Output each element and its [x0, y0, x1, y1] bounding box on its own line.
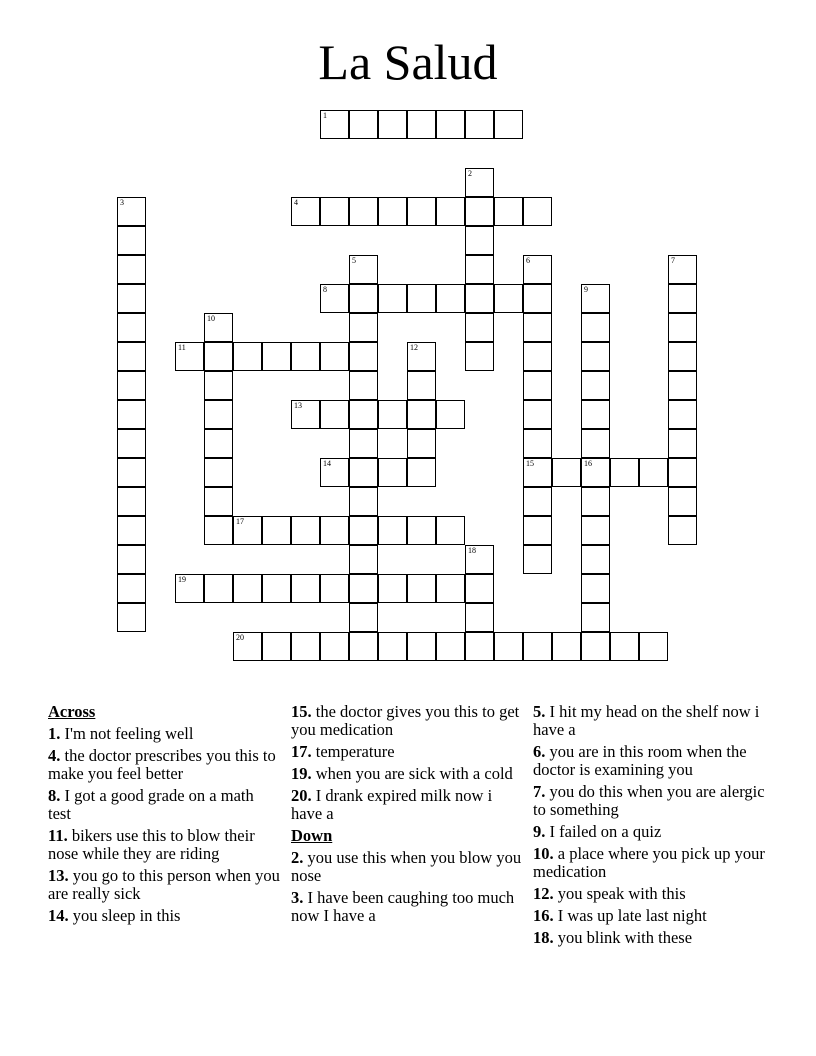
- grid-cell[interactable]: [204, 458, 233, 487]
- grid-cell[interactable]: [117, 255, 146, 284]
- cell-number: 18: [468, 546, 476, 555]
- grid-cell[interactable]: [523, 545, 552, 574]
- grid-cell[interactable]: [494, 284, 523, 313]
- grid-cell[interactable]: [581, 371, 610, 400]
- grid-cell[interactable]: [436, 197, 465, 226]
- grid-cell[interactable]: [668, 284, 697, 313]
- grid-cell[interactable]: [407, 197, 436, 226]
- grid-cell[interactable]: [436, 632, 465, 661]
- grid-cell[interactable]: [320, 516, 349, 545]
- grid-cell[interactable]: [436, 574, 465, 603]
- clue-down-12: 12. you speak with this: [533, 884, 686, 903]
- cell-number: 3: [120, 198, 124, 207]
- grid-cell[interactable]: [117, 226, 146, 255]
- grid-cell[interactable]: [523, 400, 552, 429]
- cell-number: 16: [584, 459, 592, 468]
- cell-number: 12: [410, 343, 418, 352]
- grid-cell[interactable]: [465, 313, 494, 342]
- grid-cell[interactable]: [320, 110, 349, 139]
- clue-down-9: 9. I failed on a quiz: [533, 822, 662, 841]
- grid-cell[interactable]: [668, 429, 697, 458]
- grid-cell[interactable]: [407, 371, 436, 400]
- grid-cell[interactable]: [262, 516, 291, 545]
- grid-cell[interactable]: [320, 342, 349, 371]
- grid-cell[interactable]: [581, 342, 610, 371]
- grid-cell[interactable]: [494, 110, 523, 139]
- grid-cell[interactable]: [465, 574, 494, 603]
- grid-cell[interactable]: [233, 516, 262, 545]
- grid-cell[interactable]: [349, 574, 378, 603]
- grid-cell[interactable]: [233, 342, 262, 371]
- cell-number: 2: [468, 169, 472, 178]
- grid-cell[interactable]: [407, 342, 436, 371]
- clue-across-14: 14. you sleep in this: [48, 906, 181, 925]
- grid-cell[interactable]: [320, 284, 349, 313]
- grid-cell[interactable]: [436, 516, 465, 545]
- grid-cell[interactable]: [407, 574, 436, 603]
- grid-cell[interactable]: [349, 255, 378, 284]
- grid-cell[interactable]: [581, 603, 610, 632]
- grid-cell[interactable]: [117, 574, 146, 603]
- grid-cell[interactable]: [320, 458, 349, 487]
- grid-cell[interactable]: [552, 632, 581, 661]
- grid-cell[interactable]: [204, 516, 233, 545]
- cell-number: 17: [236, 517, 244, 526]
- grid-cell[interactable]: [639, 458, 668, 487]
- grid-cell[interactable]: [320, 197, 349, 226]
- grid-cell[interactable]: [291, 516, 320, 545]
- cell-number: 6: [526, 256, 530, 265]
- grid-cell[interactable]: [378, 516, 407, 545]
- clue-across-19: 19. when you are sick with a cold: [291, 764, 513, 783]
- grid-cell[interactable]: [436, 110, 465, 139]
- grid-cell[interactable]: [233, 574, 262, 603]
- clue-down-5: 5. I hit my head on the shelf now i have a: [533, 702, 760, 739]
- grid-cell[interactable]: [349, 197, 378, 226]
- grid-cell[interactable]: [117, 429, 146, 458]
- grid-cell[interactable]: [175, 342, 204, 371]
- grid-cell[interactable]: [262, 574, 291, 603]
- grid-cell[interactable]: [349, 429, 378, 458]
- grid-cell[interactable]: [668, 516, 697, 545]
- grid-cell[interactable]: [349, 110, 378, 139]
- clue-across-11: 11. bikers use this to blow their nose while they are riding: [48, 826, 255, 863]
- across-heading: Across: [48, 702, 96, 721]
- grid-cell[interactable]: [465, 342, 494, 371]
- grid-cell[interactable]: [349, 516, 378, 545]
- grid-cell[interactable]: [668, 371, 697, 400]
- grid-cell[interactable]: [349, 545, 378, 574]
- grid-cell[interactable]: [407, 458, 436, 487]
- grid-cell[interactable]: [117, 516, 146, 545]
- grid-cell[interactable]: [465, 110, 494, 139]
- grid-cell[interactable]: [204, 429, 233, 458]
- grid-cell[interactable]: [378, 574, 407, 603]
- grid-cell[interactable]: [349, 313, 378, 342]
- grid-cell[interactable]: [523, 371, 552, 400]
- grid-cell[interactable]: [233, 632, 262, 661]
- grid-cell[interactable]: [581, 574, 610, 603]
- grid-cell[interactable]: [668, 458, 697, 487]
- clue-down-7: 7. you do this when you are alergic to something: [533, 782, 765, 819]
- grid-cell[interactable]: [581, 458, 610, 487]
- grid-cell[interactable]: [117, 313, 146, 342]
- cell-number: 4: [294, 198, 298, 207]
- clue-column-2: [291, 703, 523, 929]
- grid-cell[interactable]: [378, 284, 407, 313]
- clue-across-1: 1. I'm not feeling well: [48, 724, 194, 743]
- grid-cell[interactable]: [523, 284, 552, 313]
- clue-across-13: 13. you go to this person when you are really sick: [48, 866, 280, 903]
- cell-number: 10: [207, 314, 215, 323]
- page-title: La Salud: [318, 34, 498, 90]
- grid-cell[interactable]: [349, 632, 378, 661]
- grid-cell[interactable]: [465, 197, 494, 226]
- grid-cell[interactable]: [436, 284, 465, 313]
- clue-down-16: 16. I was up late last night: [533, 906, 707, 925]
- clue-column-1: [48, 703, 280, 929]
- grid-cell[interactable]: [523, 516, 552, 545]
- grid-cell[interactable]: [465, 545, 494, 574]
- cell-number: 8: [323, 285, 327, 294]
- grid-cell[interactable]: [117, 487, 146, 516]
- grid-cell[interactable]: [349, 371, 378, 400]
- grid-cell[interactable]: [407, 110, 436, 139]
- grid-cell[interactable]: [378, 400, 407, 429]
- down-heading: Down: [291, 826, 333, 845]
- cell-number: 1: [323, 111, 327, 120]
- grid-cell[interactable]: [523, 632, 552, 661]
- grid-cell[interactable]: [291, 197, 320, 226]
- cell-number: 7: [671, 256, 675, 265]
- grid-cell[interactable]: [610, 458, 639, 487]
- grid-cell[interactable]: [610, 632, 639, 661]
- grid-cell[interactable]: [581, 487, 610, 516]
- grid-cell[interactable]: [291, 574, 320, 603]
- grid-cell[interactable]: [320, 400, 349, 429]
- grid-cell[interactable]: [378, 458, 407, 487]
- clue-down-2: 2. you use this when you blow you nose: [291, 848, 522, 885]
- grid-cell[interactable]: [639, 632, 668, 661]
- cell-number: 5: [352, 256, 356, 265]
- cell-number: 9: [584, 285, 588, 294]
- grid-cell[interactable]: [523, 487, 552, 516]
- cell-number: 15: [526, 459, 534, 468]
- grid-cell[interactable]: [581, 545, 610, 574]
- clue-across-20: 20. I drank expired milk now i have a: [291, 786, 493, 823]
- grid-cell[interactable]: [407, 284, 436, 313]
- grid-cell[interactable]: [581, 284, 610, 313]
- cell-number: 20: [236, 633, 244, 642]
- grid-cell[interactable]: [204, 313, 233, 342]
- grid-cell[interactable]: [523, 342, 552, 371]
- grid-cell[interactable]: [117, 371, 146, 400]
- grid-cell[interactable]: [407, 400, 436, 429]
- clue-column-3: [533, 703, 773, 951]
- grid-cell[interactable]: [581, 516, 610, 545]
- grid-cell[interactable]: [204, 371, 233, 400]
- clue-down-3: 3. I have been caughing too much now I have a: [291, 888, 515, 925]
- grid-cell[interactable]: [552, 458, 581, 487]
- grid-cell[interactable]: [523, 429, 552, 458]
- grid-cell[interactable]: [204, 400, 233, 429]
- clue-across-8: 8. I got a good grade on a math test: [48, 786, 254, 823]
- grid-cell[interactable]: [117, 458, 146, 487]
- grid-cell[interactable]: [349, 487, 378, 516]
- grid-cell[interactable]: [465, 603, 494, 632]
- cell-number: 19: [178, 575, 186, 584]
- grid-cell[interactable]: [378, 110, 407, 139]
- grid-cell[interactable]: [320, 574, 349, 603]
- grid-cell[interactable]: [291, 632, 320, 661]
- grid-cell[interactable]: [204, 574, 233, 603]
- grid-cell[interactable]: [668, 255, 697, 284]
- grid-cell[interactable]: [117, 284, 146, 313]
- grid-cell[interactable]: [436, 400, 465, 429]
- clue-across-15: 15. the doctor gives you this to get you medication: [291, 702, 520, 739]
- clue-down-18: 18. you blink with these: [533, 928, 693, 947]
- grid-cell[interactable]: [117, 400, 146, 429]
- clue-across-17: 17. temperature: [291, 742, 395, 761]
- cell-number: 14: [323, 459, 331, 468]
- grid-cell[interactable]: [262, 342, 291, 371]
- grid-cell[interactable]: [668, 487, 697, 516]
- grid-cell[interactable]: [349, 284, 378, 313]
- grid-cell[interactable]: [117, 342, 146, 371]
- grid-cell[interactable]: [291, 400, 320, 429]
- grid-cell[interactable]: [407, 429, 436, 458]
- grid-cell[interactable]: [349, 603, 378, 632]
- grid-cell[interactable]: [494, 197, 523, 226]
- grid-cell[interactable]: [117, 603, 146, 632]
- grid-cell[interactable]: [349, 342, 378, 371]
- clue-down-10: 10. a place where you pick up your medication: [533, 844, 765, 881]
- cell-number: 11: [178, 343, 186, 352]
- grid-cell[interactable]: [407, 632, 436, 661]
- grid-cell[interactable]: [465, 255, 494, 284]
- grid-cell[interactable]: [204, 487, 233, 516]
- grid-cell[interactable]: [668, 313, 697, 342]
- grid-cell[interactable]: [668, 400, 697, 429]
- grid-cell[interactable]: [494, 632, 523, 661]
- clue-across-4: 4. the doctor prescribes you this to make you feel better: [48, 746, 276, 783]
- grid-cell[interactable]: [175, 574, 204, 603]
- cell-number: 13: [294, 401, 302, 410]
- grid-cell[interactable]: [668, 342, 697, 371]
- grid-cell[interactable]: [465, 226, 494, 255]
- grid-cell[interactable]: [465, 284, 494, 313]
- grid-cell[interactable]: [523, 313, 552, 342]
- clue-down-6: 6. you are in this room when the doctor is examining you: [533, 742, 747, 779]
- grid-cell[interactable]: [378, 632, 407, 661]
- grid-cell[interactable]: [407, 516, 436, 545]
- grid-cell[interactable]: [349, 458, 378, 487]
- grid-cell[interactable]: [378, 197, 407, 226]
- grid-cell[interactable]: [581, 313, 610, 342]
- grid-cell[interactable]: [581, 400, 610, 429]
- grid-cell[interactable]: [204, 342, 233, 371]
- grid-cell[interactable]: [349, 400, 378, 429]
- grid-cell[interactable]: [523, 458, 552, 487]
- grid-cell[interactable]: [320, 632, 349, 661]
- grid-cell[interactable]: [262, 632, 291, 661]
- grid-cell[interactable]: [117, 197, 146, 226]
- grid-cell[interactable]: [291, 342, 320, 371]
- grid-cell[interactable]: [117, 545, 146, 574]
- grid-cell[interactable]: [581, 429, 610, 458]
- grid-cell[interactable]: [581, 632, 610, 661]
- grid-cell[interactable]: [465, 632, 494, 661]
- grid-cell[interactable]: [523, 197, 552, 226]
- grid-cell[interactable]: [523, 255, 552, 284]
- grid-cell[interactable]: [465, 168, 494, 197]
